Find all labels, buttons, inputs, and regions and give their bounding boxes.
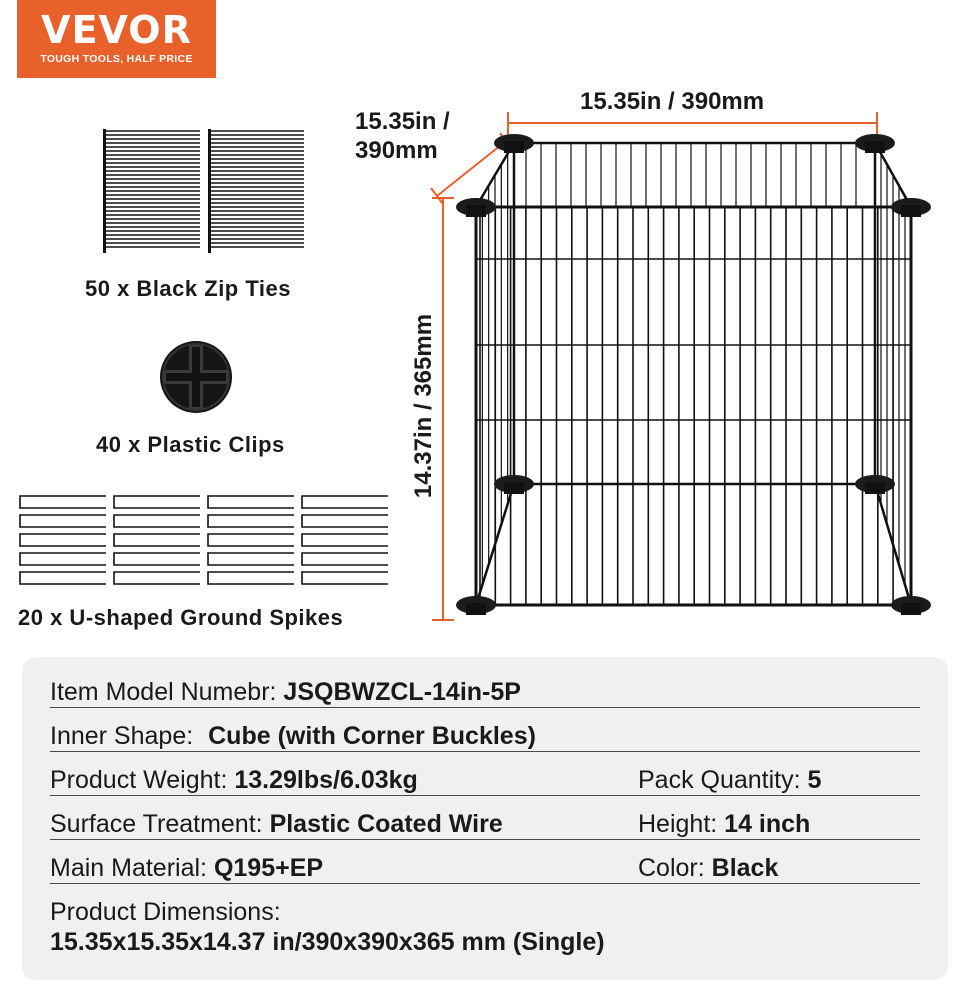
spec-row-shape xyxy=(50,721,920,752)
zip-ties-label: 50 x Black Zip Ties xyxy=(85,276,291,301)
plastic-clip-icon xyxy=(160,341,232,413)
spec-value: 14 inch xyxy=(724,810,811,838)
spec-row-weight xyxy=(50,765,920,796)
zip-ties-icon xyxy=(103,129,304,253)
spec-row-dimensions xyxy=(50,897,920,957)
ground-spikes-label: 20 x U-shaped Ground Spikes xyxy=(18,605,344,630)
spec-row-material xyxy=(50,853,920,884)
spec-value: Black xyxy=(711,854,779,882)
spec-value: Cube (with Corner Buckles) xyxy=(208,722,536,750)
depth-dimension-label-line1: 15.35in / xyxy=(355,108,450,135)
height-dimension-label: 14.37in / 365mm xyxy=(410,313,437,499)
width-dimension-label: 15.35in / 390mm xyxy=(580,88,765,115)
spec-label: Color: xyxy=(638,854,705,882)
spec-value: 13.29lbs/6.03kg xyxy=(234,766,418,794)
spec-label: Height: xyxy=(638,810,718,838)
spec-label: Pack Quantity: xyxy=(638,766,801,794)
logo-tagline: TOUGH TOOLS, HALF PRICE xyxy=(40,53,193,65)
spec-pack-quantity xyxy=(638,765,821,795)
spec-height xyxy=(638,809,810,839)
plastic-clips-label: 40 x Plastic Clips xyxy=(96,432,285,457)
spec-label: Item Model Numebr: xyxy=(50,678,277,706)
spec-row-model xyxy=(50,677,920,708)
spec-value: Q195+EP xyxy=(213,854,324,882)
spec-value: 15.35x15.35x14.37 in/390x390x365 mm (Single) xyxy=(50,928,605,956)
spec-label: Product Weight: xyxy=(50,766,228,794)
spec-value: JSQBWZCL-14in-5P xyxy=(283,678,521,706)
spec-label: Inner Shape: xyxy=(50,722,194,750)
spec-value: 5 xyxy=(807,766,822,794)
spec-table xyxy=(22,657,948,980)
spec-label: Main Material: xyxy=(50,854,207,882)
dimension-lines xyxy=(431,112,877,620)
spec-value: Plastic Coated Wire xyxy=(269,810,503,838)
playpen-illustration xyxy=(456,134,931,615)
depth-dimension-label-line2: 390mm xyxy=(355,137,438,164)
logo-brand-name: VEVOR xyxy=(41,8,192,52)
ground-spikes-icon xyxy=(20,496,388,584)
spec-label: Product Dimensions: xyxy=(50,898,281,926)
spec-row-surface xyxy=(50,809,920,840)
spec-color xyxy=(638,853,778,883)
spec-label: Surface Treatment: xyxy=(50,810,263,838)
